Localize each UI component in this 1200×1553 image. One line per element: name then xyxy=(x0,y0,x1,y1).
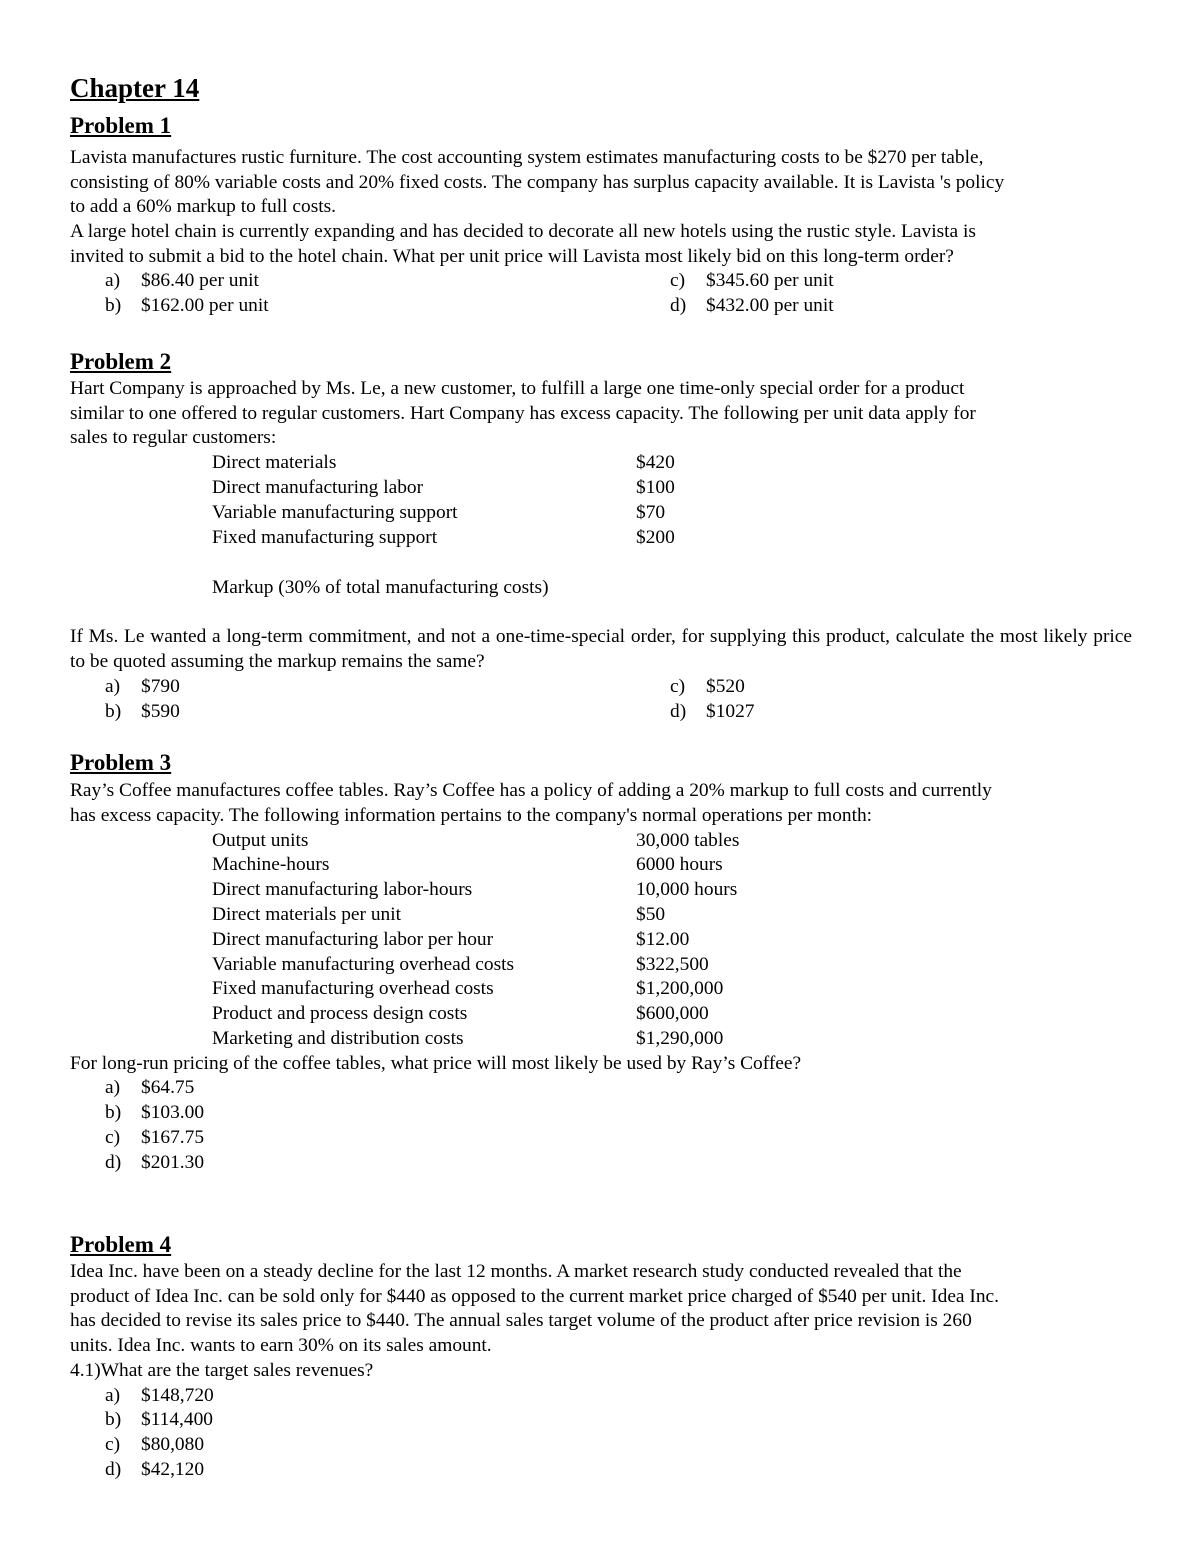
cost-item-label: Direct manufacturing labor-hours xyxy=(212,879,473,900)
cost-item-label: Direct manufacturing labor per hour xyxy=(212,929,494,950)
option-text: $590 xyxy=(141,701,180,722)
cost-item-label: Machine-hours xyxy=(212,854,330,875)
answer-option xyxy=(105,1151,204,1176)
option-text: $86.40 per unit xyxy=(141,270,259,291)
option-letter: c) xyxy=(670,676,686,697)
cost-item-value: $50 xyxy=(636,904,666,925)
option-text: $345.60 per unit xyxy=(706,270,834,291)
problem-text-line: invited to submit a bid to the hotel chain. What per unit price will Lavista most likely bid on this long-term order? xyxy=(70,246,954,267)
cost-item-label: Product and process design costs xyxy=(212,1003,468,1024)
problem-title: Problem 3 xyxy=(70,750,172,775)
problem-text-line: Lavista manufactures rustic furniture. The cost accounting system estimates manufacturing costs to be $270 per table, xyxy=(70,147,984,168)
answer-option xyxy=(670,675,745,700)
cost-item-label: Variable manufacturing support xyxy=(212,502,458,523)
cost-item-label: Direct materials per unit xyxy=(212,904,401,925)
option-letter: b) xyxy=(105,295,122,316)
option-letter: a) xyxy=(105,1385,121,1406)
option-letter: a) xyxy=(105,676,121,697)
cost-item-label: Output units xyxy=(212,830,309,851)
cost-item-value: $600,000 xyxy=(636,1003,709,1024)
answer-option xyxy=(105,1408,213,1433)
problem-question: For long-run pricing of the coffee tables, what price will most likely be used by Ray’s Coffee? xyxy=(70,1053,802,1074)
answer-option xyxy=(670,294,834,319)
option-text: $103.00 xyxy=(141,1102,205,1123)
option-text: $114,400 xyxy=(141,1409,213,1430)
option-text: $520 xyxy=(706,676,745,697)
option-text: $167.75 xyxy=(141,1127,205,1148)
problem-text-line: sales to regular customers: xyxy=(70,427,277,448)
option-text: $148,720 xyxy=(141,1385,214,1406)
option-letter: a) xyxy=(105,270,121,291)
markup-note: Markup (30% of total manufacturing costs) xyxy=(212,577,549,598)
cost-item-value: $1,200,000 xyxy=(636,978,724,999)
option-text: $64.75 xyxy=(141,1077,195,1098)
option-letter: d) xyxy=(670,701,687,722)
problem-text-line: consisting of 80% variable costs and 20% fixed costs. The company has surplus capacity available. It is Lavista 's policy xyxy=(70,172,1005,193)
cost-item-label: Fixed manufacturing overhead costs xyxy=(212,978,494,999)
problem-text-line: units. Idea Inc. wants to earn 30% on its sales amount. xyxy=(70,1335,492,1356)
cost-item-value: $1,290,000 xyxy=(636,1028,724,1049)
problem-text-line: product of Idea Inc. can be sold only for $440 as opposed to the current market price charged of $540 per unit. Idea Inc. xyxy=(70,1286,999,1307)
problem-title: Problem 4 xyxy=(70,1232,172,1257)
problem-text-line: to add a 60% markup to full costs. xyxy=(70,196,337,217)
option-text: $432.00 per unit xyxy=(706,295,834,316)
cost-item-value: $322,500 xyxy=(636,954,709,975)
option-letter: d) xyxy=(105,1152,122,1173)
problem-text-line: has decided to revise its sales price to $440. The annual sales target volume of the product after price revision is 260 xyxy=(70,1310,972,1331)
problem-text-line: has excess capacity. The following information pertains to the company's normal operations per month: xyxy=(70,805,873,826)
answer-option xyxy=(105,1076,194,1101)
cost-item-value: $70 xyxy=(636,502,666,523)
answer-option xyxy=(105,675,180,700)
cost-item-label: Variable manufacturing overhead costs xyxy=(212,954,515,975)
answer-option xyxy=(105,1384,214,1409)
chapter-title: Chapter 14 xyxy=(70,73,200,103)
problem-question: 4.1)What are the target sales revenues? xyxy=(70,1360,374,1381)
cost-item-value: 10,000 hours xyxy=(636,879,738,900)
option-text: $1027 xyxy=(706,701,755,722)
option-text: $201.30 xyxy=(141,1152,205,1173)
answer-option xyxy=(670,269,834,294)
answer-option xyxy=(105,1126,204,1151)
cost-item-value: 6000 hours xyxy=(636,854,723,875)
problem-text-line: Hart Company is approached by Ms. Le, a new customer, to fulfill a large one time-only special order for a product xyxy=(70,378,965,399)
cost-item-label: Fixed manufacturing support xyxy=(212,527,438,548)
cost-item-label: Direct manufacturing labor xyxy=(212,477,424,498)
answer-option xyxy=(105,294,269,319)
cost-item-value: $420 xyxy=(636,452,675,473)
cost-item-label: Direct materials xyxy=(212,452,337,473)
problem-text-line: similar to one offered to regular customers. Hart Company has excess capacity. The following per unit data apply for xyxy=(70,403,976,424)
answer-option xyxy=(105,1433,204,1458)
problem-title: Problem 1 xyxy=(70,113,172,138)
option-letter: c) xyxy=(105,1127,121,1148)
cost-item-value: 30,000 tables xyxy=(636,830,740,851)
option-text: $162.00 per unit xyxy=(141,295,269,316)
answer-option xyxy=(105,700,180,725)
answer-option xyxy=(105,1458,204,1483)
problem-text-line: Ray’s Coffee manufactures coffee tables. Ray’s Coffee has a policy of adding a 20% markup to full costs and currently xyxy=(70,780,992,801)
problem-question: If Ms. Le wanted a long-term commitment, and not a one-time-special order, for supplying this product, calculate the most likely price to be quoted assuming the markup remains the same? xyxy=(70,626,1132,672)
option-letter: d) xyxy=(105,1459,122,1480)
answer-option xyxy=(670,700,754,725)
option-text: $42,120 xyxy=(141,1459,205,1480)
cost-item-value: $200 xyxy=(636,527,675,548)
cost-item-value: $12.00 xyxy=(636,929,690,950)
option-letter: d) xyxy=(670,295,687,316)
answer-option xyxy=(105,269,259,294)
problem-text-line: Idea Inc. have been on a steady decline for the last 12 months. A market research study conducted revealed that the xyxy=(70,1261,962,1282)
option-text: $80,080 xyxy=(141,1434,205,1455)
cost-item-label: Marketing and distribution costs xyxy=(212,1028,464,1049)
option-letter: a) xyxy=(105,1077,121,1098)
problem-title: Problem 2 xyxy=(70,349,172,374)
option-letter: b) xyxy=(105,701,122,722)
option-text: $790 xyxy=(141,676,180,697)
option-letter: c) xyxy=(670,270,686,291)
option-letter: b) xyxy=(105,1102,122,1123)
problem-text-line: A large hotel chain is currently expanding and has decided to decorate all new hotels using the rustic style. Lavista is xyxy=(70,221,976,242)
option-letter: c) xyxy=(105,1434,121,1455)
cost-item-value: $100 xyxy=(636,477,675,498)
option-letter: b) xyxy=(105,1409,122,1430)
answer-option xyxy=(105,1101,204,1126)
